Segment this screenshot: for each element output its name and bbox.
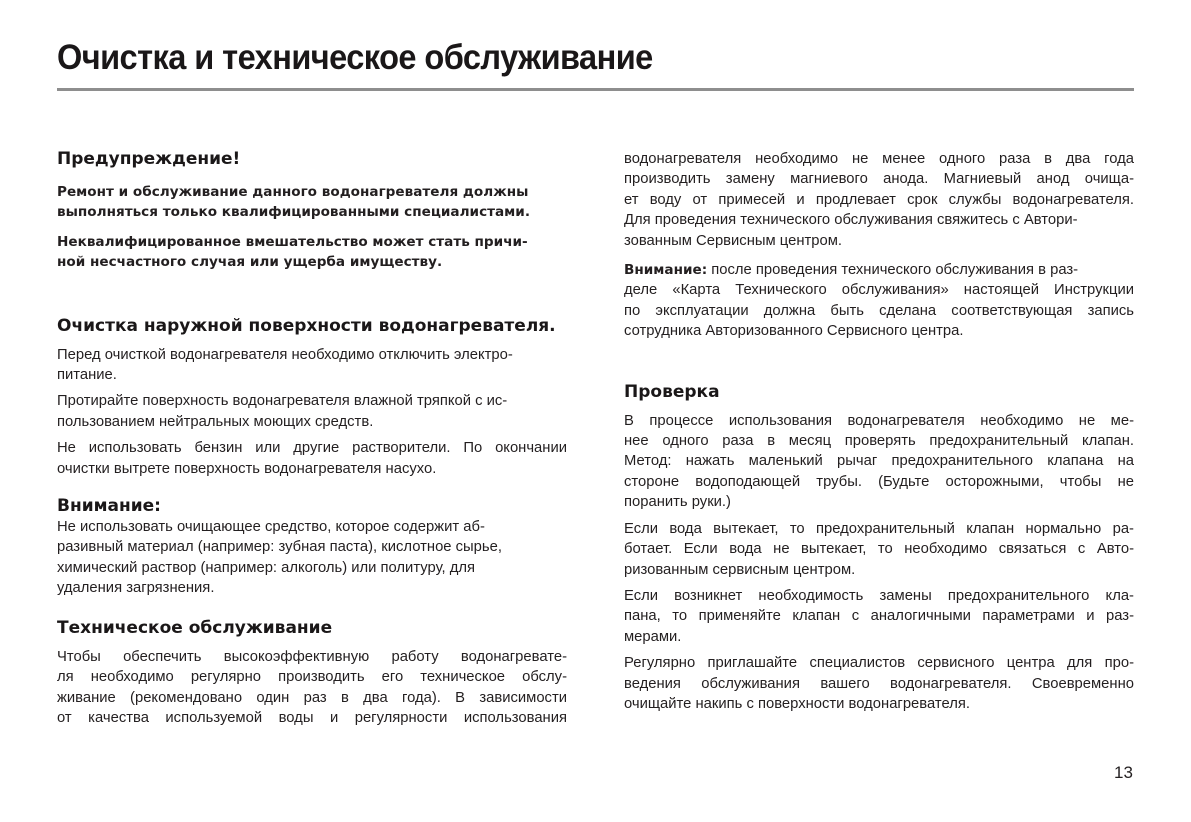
- warning-paragraph-1: [57, 182, 567, 223]
- text-line: ля необходимо регулярно производить его техническое обслу-: [57, 669, 567, 686]
- text-line: удаления загрязнения.: [57, 580, 215, 597]
- inspection-section: [624, 382, 1134, 715]
- warning-paragraph-2: [57, 232, 567, 273]
- text-line: стороне водоподающей трубы. (Будьте осторожными, чтобы не: [624, 473, 1134, 490]
- attention-heading: Внимание:: [57, 496, 161, 517]
- text-line: мерами.: [624, 628, 682, 645]
- text-line: зованным Сервисным центром.: [624, 232, 843, 249]
- inspection-paragraph-2: [624, 519, 1134, 580]
- text-line: Ремонт и обслуживание данного водонагревателя должны: [57, 184, 529, 200]
- text-line: Не использовать очищающее средство, которое содержит аб-: [57, 519, 485, 536]
- text-line: ризованным сервисным центром.: [624, 561, 856, 578]
- maintenance-section: [57, 618, 567, 729]
- text-line: по эксплуатации должна быть сделана соответствующая запись: [624, 302, 1134, 319]
- text-line: Протирайте поверхность водонагревателя влажной тряпкой с ис-: [57, 393, 508, 410]
- text-line: Метод: нажать маленький рычаг предохранительного клапана на: [624, 453, 1134, 470]
- attention-note-paragraph: [624, 260, 1134, 342]
- right-column: [624, 149, 1134, 714]
- exterior-cleaning-section: [57, 316, 567, 479]
- text-line: Неквалифицированное вмешательство может стать причи-: [57, 233, 528, 250]
- text-line: ведения обслуживания вашего водонагревателя. Своевременно: [624, 675, 1134, 692]
- page-title: Очистка и техническое обслуживание: [57, 38, 653, 77]
- attention-section: [57, 496, 567, 599]
- text-line: Регулярно приглашайте специалистов сервисного центра для про-: [624, 655, 1134, 672]
- maintenance-paragraph: [57, 647, 567, 729]
- text-line: Если возникнет необходимость замены предохранительного кла-: [624, 587, 1134, 604]
- text-line: В процессе использования водонагревателя необходимо не ме-: [624, 412, 1134, 429]
- text-line: живание (рекомендовано один раз в два года). В зависимости: [57, 689, 567, 706]
- text-line: Не использовать бензин или другие растворители. По окончании: [57, 440, 567, 457]
- text-line: выполняться только квалифицированными специалистами.: [57, 204, 530, 221]
- text-line: очищайте накипь с поверхности водонагревателя.: [624, 695, 970, 712]
- exterior-cleaning-paragraph-1: [57, 345, 567, 386]
- text-line: Для проведения технического обслуживания свяжитесь с Автори-: [624, 212, 1078, 229]
- warning-section: [57, 149, 567, 273]
- exterior-cleaning-paragraph-3: [57, 438, 567, 479]
- maintenance-heading: Техническое обслуживание: [57, 617, 333, 638]
- inspection-paragraph-1: [624, 411, 1134, 513]
- text-line: разивный материал (например: зубная паста), кислотное сырье,: [57, 539, 502, 556]
- text-line: ет воду от примесей и продлевает срок службы водонагревателя.: [624, 191, 1134, 208]
- left-column: [57, 145, 567, 728]
- text-line: водонагревателя необходимо не менее одного раза в два года: [624, 151, 1134, 167]
- maintenance-continued-paragraph: [624, 149, 1134, 251]
- text-line: питание.: [57, 367, 117, 384]
- inspection-heading: Проверка: [624, 381, 720, 402]
- inspection-paragraph-4: [624, 653, 1134, 714]
- text-line: [624, 260, 1134, 280]
- attention-note-lead: Внимание:: [624, 262, 708, 279]
- text-line: пользованием нейтральных моющих средств.: [57, 413, 374, 430]
- text-line: очистки вытрете поверхность водонагревателя насухо.: [57, 460, 437, 477]
- inspection-paragraph-3: [624, 586, 1134, 647]
- text-line: деле «Карта Технического обслуживания» настоящей Инструкции: [624, 282, 1134, 299]
- text-line: нее одного раза в месяц проверять предохранительный клапан.: [624, 433, 1134, 450]
- exterior-cleaning-paragraph-2: [57, 391, 567, 432]
- attention-paragraph: [57, 517, 567, 599]
- text-line: сотрудника Авторизованного Сервисного центра.: [624, 323, 964, 340]
- text-line: производить замену магниевого анода. Магниевый анод очища-: [624, 171, 1134, 188]
- maintenance-continued: [624, 149, 1134, 251]
- text-line: ной несчастного случая или ущерба имуществу.: [57, 254, 443, 271]
- warning-heading: Предупреждение!: [57, 149, 241, 169]
- text-line: Если вода вытекает, то предохранительный клапан нормально ра-: [624, 520, 1134, 537]
- text-line: от качества используемой воды и регулярности использования: [57, 709, 567, 726]
- page-number: 13: [1114, 763, 1133, 782]
- exterior-cleaning-heading: Очистка наружной поверхности водонагревателя.: [57, 315, 556, 336]
- text-line: химический раствор (например: алкоголь) или политуру, для: [57, 559, 475, 576]
- title-divider: [57, 88, 1134, 91]
- text-line: пана, то применяйте клапан с аналогичными параметрами и раз-: [624, 608, 1134, 625]
- text-line: ботает. Если вода не вытекает, то необходимо связаться с Авто-: [624, 541, 1134, 558]
- attention-note-section: [624, 260, 1134, 342]
- text-line: Чтобы обеспечить высокоэффективную работу водонагревате-: [57, 648, 567, 665]
- text-line: поранить руки.): [624, 494, 731, 511]
- attention-note-first-line: после проведения технического обслуживания в раз-: [707, 262, 1079, 279]
- text-line: Перед очисткой водонагревателя необходимо отключить электро-: [57, 346, 513, 363]
